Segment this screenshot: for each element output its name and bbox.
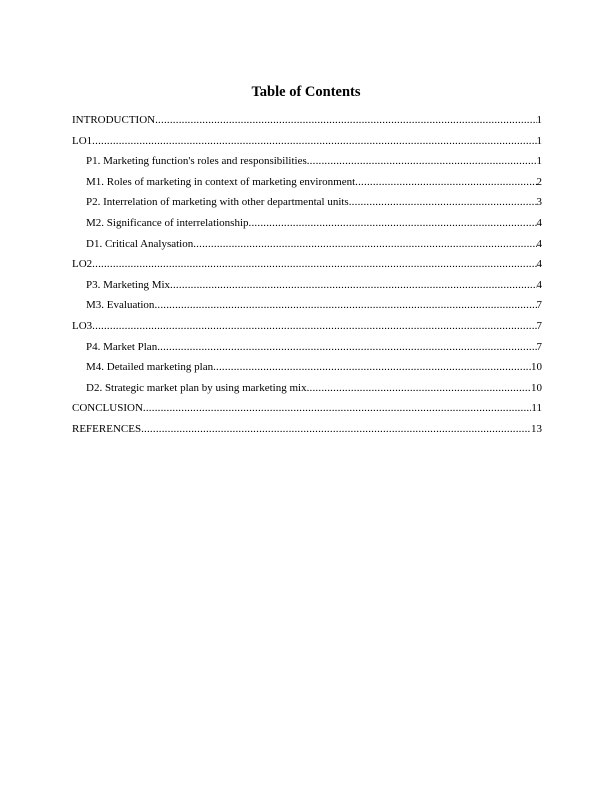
toc-entry-label: LO1 — [72, 134, 93, 147]
toc-entry-page: 11 — [531, 402, 542, 415]
toc-leader-dots — [143, 400, 532, 416]
toc-entry-page: 4 — [536, 278, 542, 291]
toc-entry-page: 7 — [536, 340, 542, 353]
toc-entry-label: LO3 — [72, 319, 93, 332]
toc-entry-label: LO2 — [72, 258, 93, 271]
toc-entry-p3[interactable] — [72, 277, 542, 298]
toc-leader-dots — [170, 277, 536, 293]
toc-leader-dots — [92, 256, 536, 272]
toc-entry-lo3[interactable] — [72, 318, 542, 339]
toc-entry-page: 1 — [536, 134, 542, 147]
toc-leader-dots — [213, 359, 531, 375]
toc-entry-page: 10 — [531, 361, 542, 374]
toc-leader-dots — [193, 236, 536, 252]
toc-entry-m3[interactable] — [72, 297, 542, 318]
toc-leader-dots — [355, 174, 536, 190]
toc-entry-page: 4 — [536, 216, 542, 229]
toc-entry-lo1[interactable] — [72, 133, 542, 154]
toc-leader-dots — [141, 421, 531, 437]
toc-entry-label: P3. Marketing Mix — [86, 278, 171, 291]
toc-leader-dots — [307, 380, 531, 396]
toc-leader-dots — [92, 133, 536, 149]
toc-entry-label: CONCLUSION — [72, 402, 143, 415]
toc-leader-dots — [154, 297, 536, 313]
toc-entry-label: REFERENCES — [72, 422, 142, 435]
toc-entry-conclusion[interactable] — [72, 400, 542, 421]
toc-entry-m4[interactable] — [72, 359, 542, 380]
toc-entry-page: 3 — [536, 196, 542, 209]
toc-entry-label: P1. Marketing function's roles and responsibilities — [86, 155, 307, 168]
toc-entry-page: 7 — [536, 299, 542, 312]
toc-entry-page: 2 — [536, 175, 542, 188]
toc-list — [72, 112, 542, 442]
toc-entry-p1[interactable] — [72, 153, 542, 174]
toc-leader-dots — [307, 153, 537, 169]
toc-entry-label: M2. Significance of interrelationship — [86, 216, 249, 229]
toc-entry-page: 10 — [531, 381, 542, 394]
toc-leader-dots — [92, 318, 536, 334]
toc-entry-page: 1 — [536, 114, 542, 126]
toc-entry-references[interactable] — [72, 421, 542, 442]
toc-entry-label: INTRODUCTION — [72, 114, 156, 126]
toc-entry-m1[interactable] — [72, 174, 542, 195]
toc-entry-page: 4 — [536, 258, 542, 271]
toc-entry-page: 7 — [536, 319, 542, 332]
toc-entry-page: 1 — [536, 155, 542, 168]
toc-title: Table of Contents — [251, 84, 361, 100]
toc-entry-label: D2. Strategic market plan by using marketing mix — [86, 381, 307, 394]
toc-leader-dots — [349, 194, 537, 210]
toc-entry-label: M4. Detailed marketing plan — [86, 361, 214, 374]
toc-entry-d1[interactable] — [72, 236, 542, 257]
toc-entry-label: P4. Market Plan — [86, 340, 158, 353]
toc-entry-label: M1. Roles of marketing in context of marketing environment — [86, 175, 356, 188]
toc-entry-m2[interactable] — [72, 215, 542, 236]
toc-entry-label: P2. Interrelation of marketing with other departmental units — [86, 196, 349, 209]
toc-leader-dots — [157, 339, 536, 355]
toc-entry-lo2[interactable] — [72, 256, 542, 277]
toc-entry-page: 4 — [536, 237, 542, 250]
toc-entry-p2[interactable] — [72, 194, 542, 215]
toc-entry-page: 13 — [531, 422, 542, 435]
toc-entry-d2[interactable] — [72, 380, 542, 401]
toc-entry-label: M3. Evaluation — [86, 299, 155, 312]
toc-leader-dots — [249, 215, 537, 231]
toc-entry-p4[interactable] — [72, 339, 542, 360]
toc-entry-label: D1. Critical Analysation — [86, 237, 194, 250]
toc-entry-introduction[interactable] — [72, 112, 542, 133]
toc-leader-dots — [155, 112, 536, 128]
